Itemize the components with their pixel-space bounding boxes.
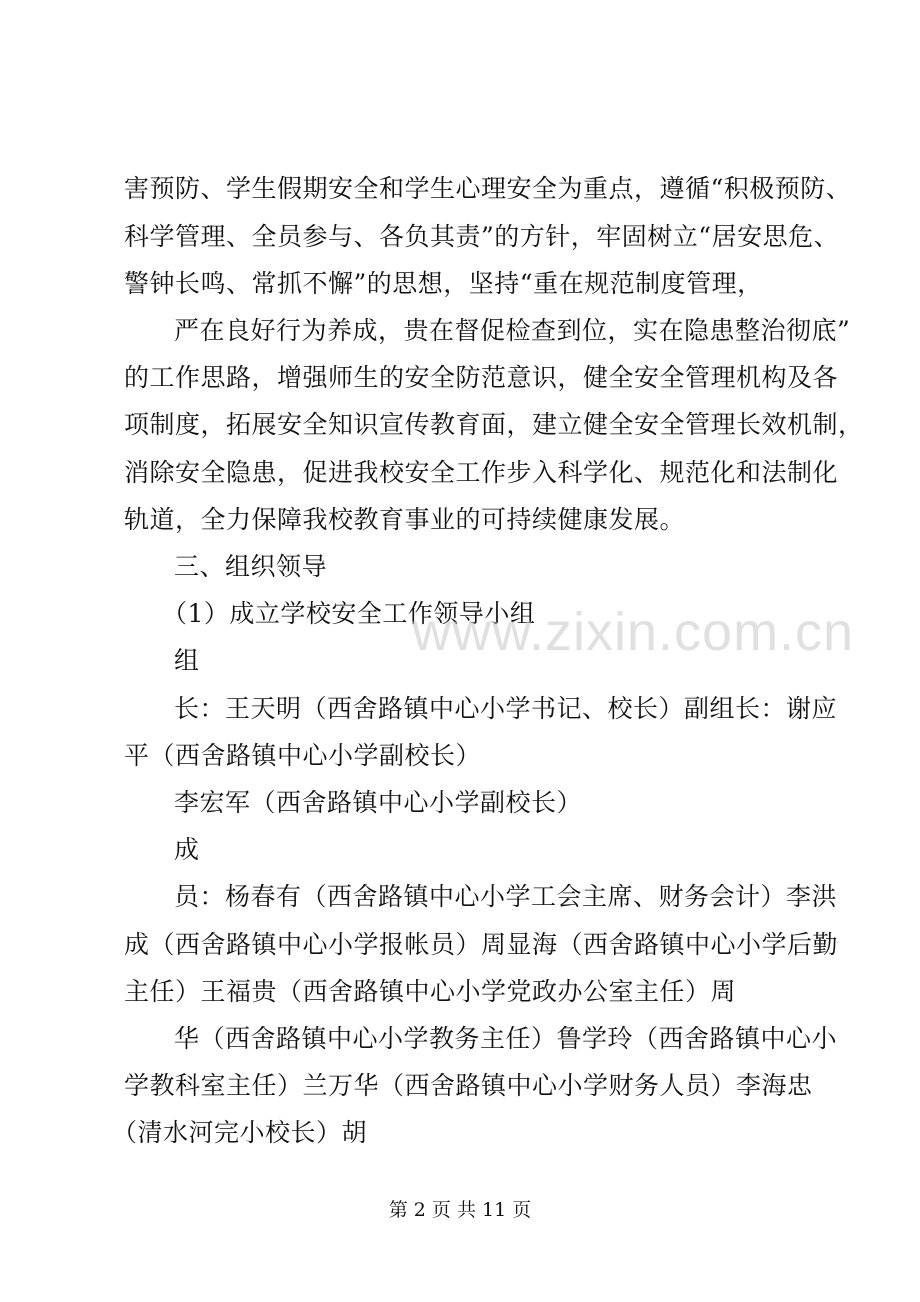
body-text-line: 学教科室主任）兰万华（西舍路镇中心小学财务人员）李海忠 xyxy=(124,1071,813,1100)
body-text-line: 项制度，拓展安全知识宣传教育面，建立健全安全管理长效机制， xyxy=(124,410,864,439)
body-text-line: 成 xyxy=(174,835,200,864)
body-text-line: 组 xyxy=(174,646,200,675)
body-text-line: 员：杨春有（西舍路镇中心小学工会主席、财务会计）李洪 xyxy=(174,882,838,911)
body-text-line: 平（西舍路镇中心小学副校长） xyxy=(124,741,482,770)
watermark: www.zixin.com.cn xyxy=(412,602,855,662)
page-number-footer: 第 2 页 共 11 页 xyxy=(388,1199,532,1221)
body-text-line: 的工作思路，增强师生的安全防范意识，健全安全管理机构及各 xyxy=(124,363,839,392)
body-text-line: 成（西舍路镇中心小学报帐员）周显海（西舍路镇中心小学后勤 xyxy=(124,930,839,959)
body-text-line: 轨道，全力保障我校教育事业的可持续健康发展。 xyxy=(124,505,686,534)
body-text-line: 科学管理、全员参与、各负其责”的方针，牢固树立“居安思危、 xyxy=(124,222,840,251)
body-text-line: 长：王天明（西舍路镇中心小学书记、校长）副组长：谢应 xyxy=(174,694,838,723)
body-text-line: 主任）王福贵（西舍路镇中心小学党政办公室主任）周 xyxy=(124,977,737,1006)
body-text-line: 害预防、学生假期安全和学生心理安全为重点，遵循“积极预防、 xyxy=(124,174,852,203)
subsection-heading: （1）成立学校安全工作领导小组 xyxy=(162,599,536,628)
section-heading: 三、组织领导 xyxy=(174,552,328,581)
body-text-line: （清水河完小校长）胡 xyxy=(112,1118,368,1147)
body-text-line: 消除安全隐患，促进我校安全工作步入科学化、规范化和法制化 xyxy=(124,458,839,487)
body-text-line: 严在良好行为养成，贵在督促检查到位，实在隐患整治彻底” xyxy=(174,316,851,345)
body-text-line: 李宏军（西舍路镇中心小学副校长） xyxy=(174,788,583,817)
body-text-line: 警钟长鸣、常抓不懈”的思想，坚持“重在规范制度管理， xyxy=(124,269,763,298)
body-text-line: 华（西舍路镇中心小学教务主任）鲁学玲（西舍路镇中心小 xyxy=(174,1024,838,1053)
